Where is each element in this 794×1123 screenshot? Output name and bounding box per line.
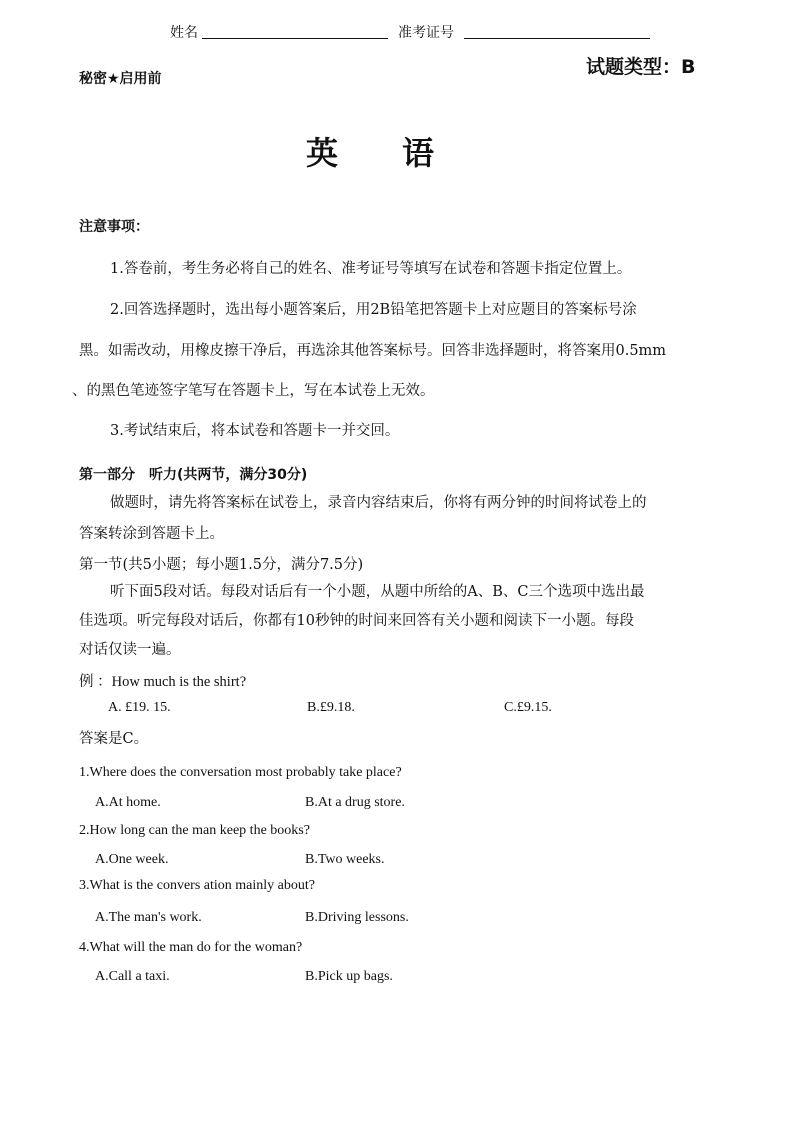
question-1-option-a: A.At home.	[95, 795, 161, 810]
notes-item-2-line1: 2.回答选择题时，选出每小题答案后，用2B铅笔把答题卡上对应题目的答案标号涂	[110, 302, 637, 318]
question-3-text: 3.What is the convers ation mainly about?	[79, 878, 315, 893]
question-4-option-a: A.Call a taxi.	[95, 969, 170, 984]
confidential-mark: 秘密★启用前	[79, 71, 162, 87]
name-label: 姓名	[170, 25, 198, 41]
example-question: 例 ：How much is the shirt?	[79, 674, 247, 690]
exam-id-label: 准考证号	[398, 25, 454, 41]
question-2-option-b: B.Two weeks.	[305, 852, 385, 867]
notes-item-2-line3: 、的黑色笔迹签字笔写在答题卡上，写在本试卷上无效。	[72, 383, 435, 399]
question-3-option-a: A.The man's work.	[95, 910, 202, 925]
question-1-text: 1.Where does the conversation most probably take place?	[79, 765, 402, 780]
notes-heading: 注意事项：	[79, 219, 149, 235]
question-2-option-a: A.One week.	[95, 852, 169, 867]
question-4-option-b: B.Pick up bags.	[305, 969, 393, 984]
question-4-text: 4.What will the man do for the woman?	[79, 940, 303, 955]
exam-id-blank-line	[464, 38, 650, 39]
section1-line3: 对话仅读一遍。	[79, 642, 181, 658]
section1-line2: 佳选项。听完每段对话后，你都有10秒钟的时间来回答有关小题和阅读下一小题。每段	[79, 613, 634, 629]
question-1-option-b: B.At a drug store.	[305, 795, 405, 810]
example-option-a: A. £19. 15.	[108, 700, 171, 715]
notes-item-3: 3.考试结束后，将本试卷和答题卡一并交回。	[110, 423, 400, 439]
part1-heading: 第一部分 听力(共两节，满分30分)	[79, 467, 308, 483]
example-option-b: B.£9.18.	[307, 700, 355, 715]
example-option-c: C.£9.15.	[504, 700, 552, 715]
part1-intro-line1: 做题时，请先将答案标在试卷上，录音内容结束后，你将有两分钟的时间将试卷上的	[110, 495, 647, 511]
page-title: 英 语	[306, 134, 435, 172]
section1-heading: 第一节(共5小题；每小题1.5分，满分7.5分)	[79, 557, 364, 573]
question-2-text: 2.How long can the man keep the books?	[79, 823, 310, 838]
question-3-option-b: B.Driving lessons.	[305, 910, 409, 925]
example-answer: 答案是C。	[79, 731, 149, 747]
name-blank-line	[202, 38, 388, 39]
paper-type: 试题类型：B	[586, 56, 696, 78]
section1-line1: 听下面5段对话。每段对话后有一个小题，从题中所给的A、B、C三个选项中选出最	[110, 584, 645, 600]
notes-item-2-line2: 黑。如需改动，用橡皮擦干净后，再选涂其他答案标号。回答非选择题时，将答案用0.5mm	[79, 343, 667, 359]
part1-intro-line2: 答案转涂到答题卡上。	[79, 526, 224, 542]
notes-item-1: 1.答卷前，考生务必将自己的姓名、准考证号等填写在试卷和答题卡指定位置上。	[110, 261, 632, 277]
